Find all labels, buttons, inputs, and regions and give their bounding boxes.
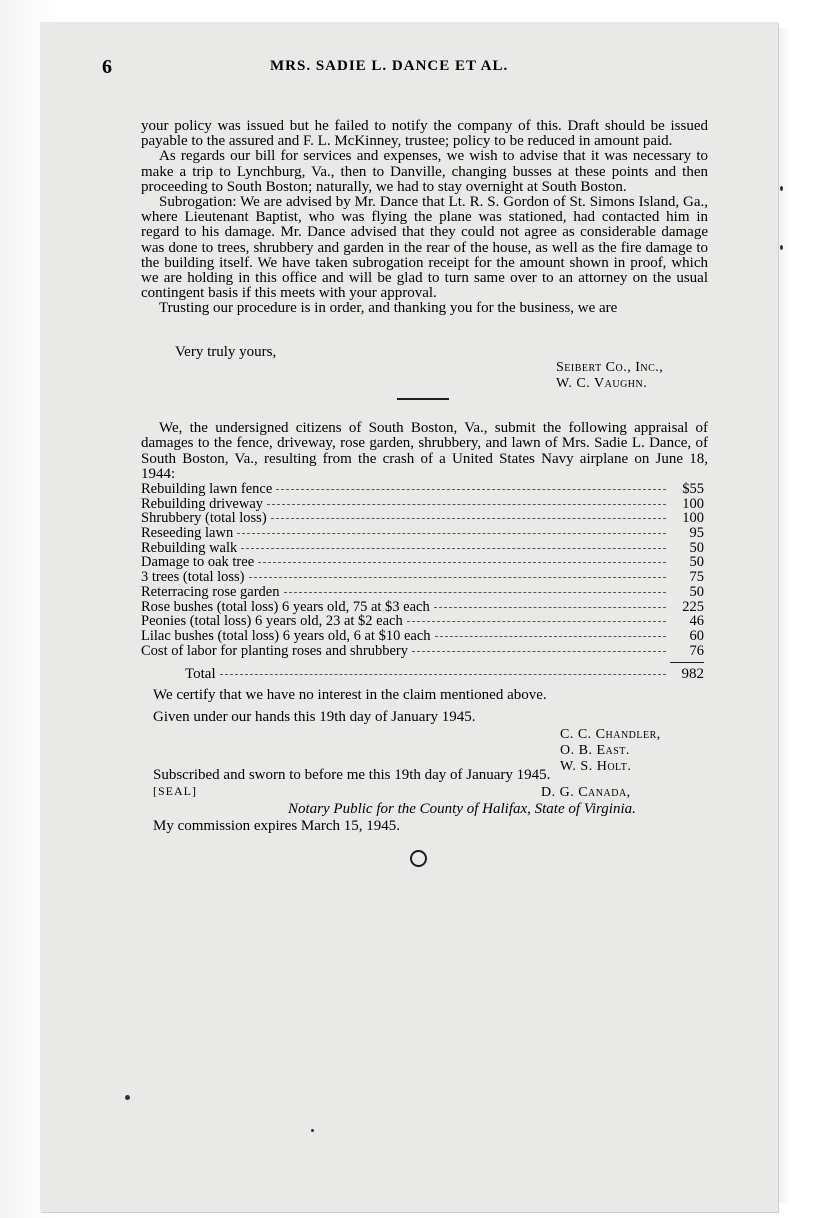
- list-item: [141, 511, 704, 526]
- item-label: Lilac bushes (total loss) 6 years old, 6 at $10 each: [141, 627, 431, 644]
- appraisal-intro-text: We, the undersigned citizens of South Boston, Va., submit the following appraisal of damages to the fence, driveway, rose garden, shrubbery, and lawn of Mrs. Sadie L. Dance, of South Boston, Va., resulting from the crash of a United States Navy airplane on June 18, 1944:: [141, 420, 708, 482]
- leader-dots: [271, 518, 666, 519]
- item-amount: 50: [689, 539, 704, 556]
- leader-dots: [276, 489, 666, 490]
- list-item: [141, 614, 704, 629]
- item-label: Shrubbery (total loss): [141, 510, 267, 527]
- list-item: [141, 482, 704, 497]
- item-label: Rebuilding driveway: [141, 495, 264, 512]
- leader-dots: [241, 548, 666, 549]
- list-item: [141, 526, 704, 541]
- scan-speck: [780, 245, 783, 250]
- item-amount: 75: [689, 569, 704, 586]
- signer-name: C. C. Chandler,: [560, 727, 661, 742]
- item-amount: 225: [682, 598, 704, 615]
- list-item: [141, 600, 704, 615]
- item-amount: 95: [689, 525, 704, 542]
- list-item: [141, 585, 704, 600]
- leader-dots: [284, 592, 667, 593]
- leader-dots: [407, 621, 666, 622]
- scan-speck: [311, 1129, 314, 1132]
- page-header: [102, 56, 702, 80]
- letter-paragraph-1: your policy was issued but he failed to notify the company of this. Draft should be issued payable to the assured and F. L. McKinney, trustee; policy to be reduced in amount paid.: [141, 118, 708, 150]
- total-label: Total: [185, 666, 216, 682]
- scan-speck: [780, 186, 783, 191]
- letter-signer: W. C. Vaughn.: [556, 376, 648, 391]
- item-label: Peonies (total loss) 6 years old, 23 at $2 each: [141, 613, 403, 630]
- notary-seal-label: [SEAL]: [153, 784, 197, 798]
- letter-body: [141, 119, 708, 317]
- leader-dots: [237, 533, 666, 534]
- item-amount: 50: [689, 583, 704, 600]
- letter-paragraph-3: Subrogation: We are advised by Mr. Dance that Lt. R. S. Gordon of St. Simons Island, Ga., where Lieutenant Baptist, who was flying the plane was stationed, had contacted him in regard to his damage. Mr. Dance advised that they could not agree as considerable damage was done to trees, shrubbery and garden in the rear of the house, as well as the fire damage to the building itself. We have taken subrogation receipt for the amount shown in proof, which we are holding in this office and will be glad to turn same over to an attorney on the usual contingent basis if this meets with your approval.: [141, 194, 708, 302]
- complimentary-close: Very truly yours,: [175, 344, 277, 360]
- letter-paragraph-2: As regards our bill for services and expenses, we wish to advise that it was necessary to make a trip to Lynchburg, Va., then to Danville, changing busses at these points and then proceeding to South Boston; naturally, we had to stay overnight at South Boston.: [141, 148, 708, 195]
- item-amount: 76: [689, 642, 704, 659]
- leader-dots: [412, 651, 666, 652]
- circle-ornament-icon: [410, 850, 427, 867]
- item-amount: 46: [689, 613, 704, 630]
- commission-statement: My commission expires March 15, 1945.: [153, 818, 401, 834]
- item-label: Cost of labor for planting roses and shrubbery: [141, 642, 408, 659]
- sworn-statement: Subscribed and sworn to before me this 19th day of January 1945.: [153, 767, 551, 783]
- item-amount: 100: [682, 510, 704, 527]
- total-row: [185, 666, 704, 683]
- leader-dots: [267, 504, 666, 505]
- notary-name: D. G. Canada,: [541, 785, 631, 800]
- item-label: Reseeding lawn: [141, 525, 234, 542]
- list-item: [141, 629, 704, 644]
- signer-name: W. S. Holt.: [560, 759, 632, 774]
- item-amount: 60: [689, 627, 704, 644]
- leader-dots: [258, 562, 666, 563]
- list-item: [141, 497, 704, 512]
- item-amount: $55: [682, 481, 704, 497]
- given-statement: Given under our hands this 19th day of January 1945.: [153, 709, 476, 725]
- item-label: Rose bushes (total loss) 6 years old, 75 at $3 each: [141, 598, 430, 615]
- leader-dots: [435, 636, 666, 637]
- page-number: 6: [102, 56, 112, 78]
- running-head: MRS. SADIE L. DANCE ET AL.: [270, 58, 509, 74]
- letter-paragraph-4: Trusting our procedure is in order, and thanking you for the business, we are: [159, 300, 618, 317]
- list-item: [141, 555, 704, 570]
- list-item: [141, 644, 704, 659]
- damage-list: [141, 482, 704, 658]
- certify-statement: We certify that we have no interest in the claim mentioned above.: [153, 687, 547, 703]
- item-label: Rebuilding walk: [141, 539, 238, 556]
- total-amount: 982: [681, 666, 704, 682]
- notary-title: Notary Public for the County of Halifax, State of Virginia.: [288, 801, 636, 817]
- signer-name: O. B. East.: [560, 743, 630, 758]
- total-rule: [670, 662, 704, 663]
- item-label: Reterracing rose garden: [141, 583, 280, 600]
- list-item: [141, 570, 704, 585]
- item-label: Rebuilding lawn fence: [141, 481, 273, 497]
- item-amount: 100: [682, 495, 704, 512]
- leader-dots: [249, 577, 667, 578]
- item-label: 3 trees (total loss): [141, 569, 245, 586]
- leader-dots: [220, 674, 666, 675]
- list-item: [141, 541, 704, 556]
- appraisal-intro: [141, 421, 708, 482]
- company-name: Seibert Co., Inc.,: [556, 360, 664, 375]
- scan-speck: [125, 1095, 130, 1100]
- section-divider: [397, 398, 449, 400]
- item-label: Damage to oak tree: [141, 554, 255, 571]
- leader-dots: [434, 607, 666, 608]
- item-amount: 50: [689, 554, 704, 571]
